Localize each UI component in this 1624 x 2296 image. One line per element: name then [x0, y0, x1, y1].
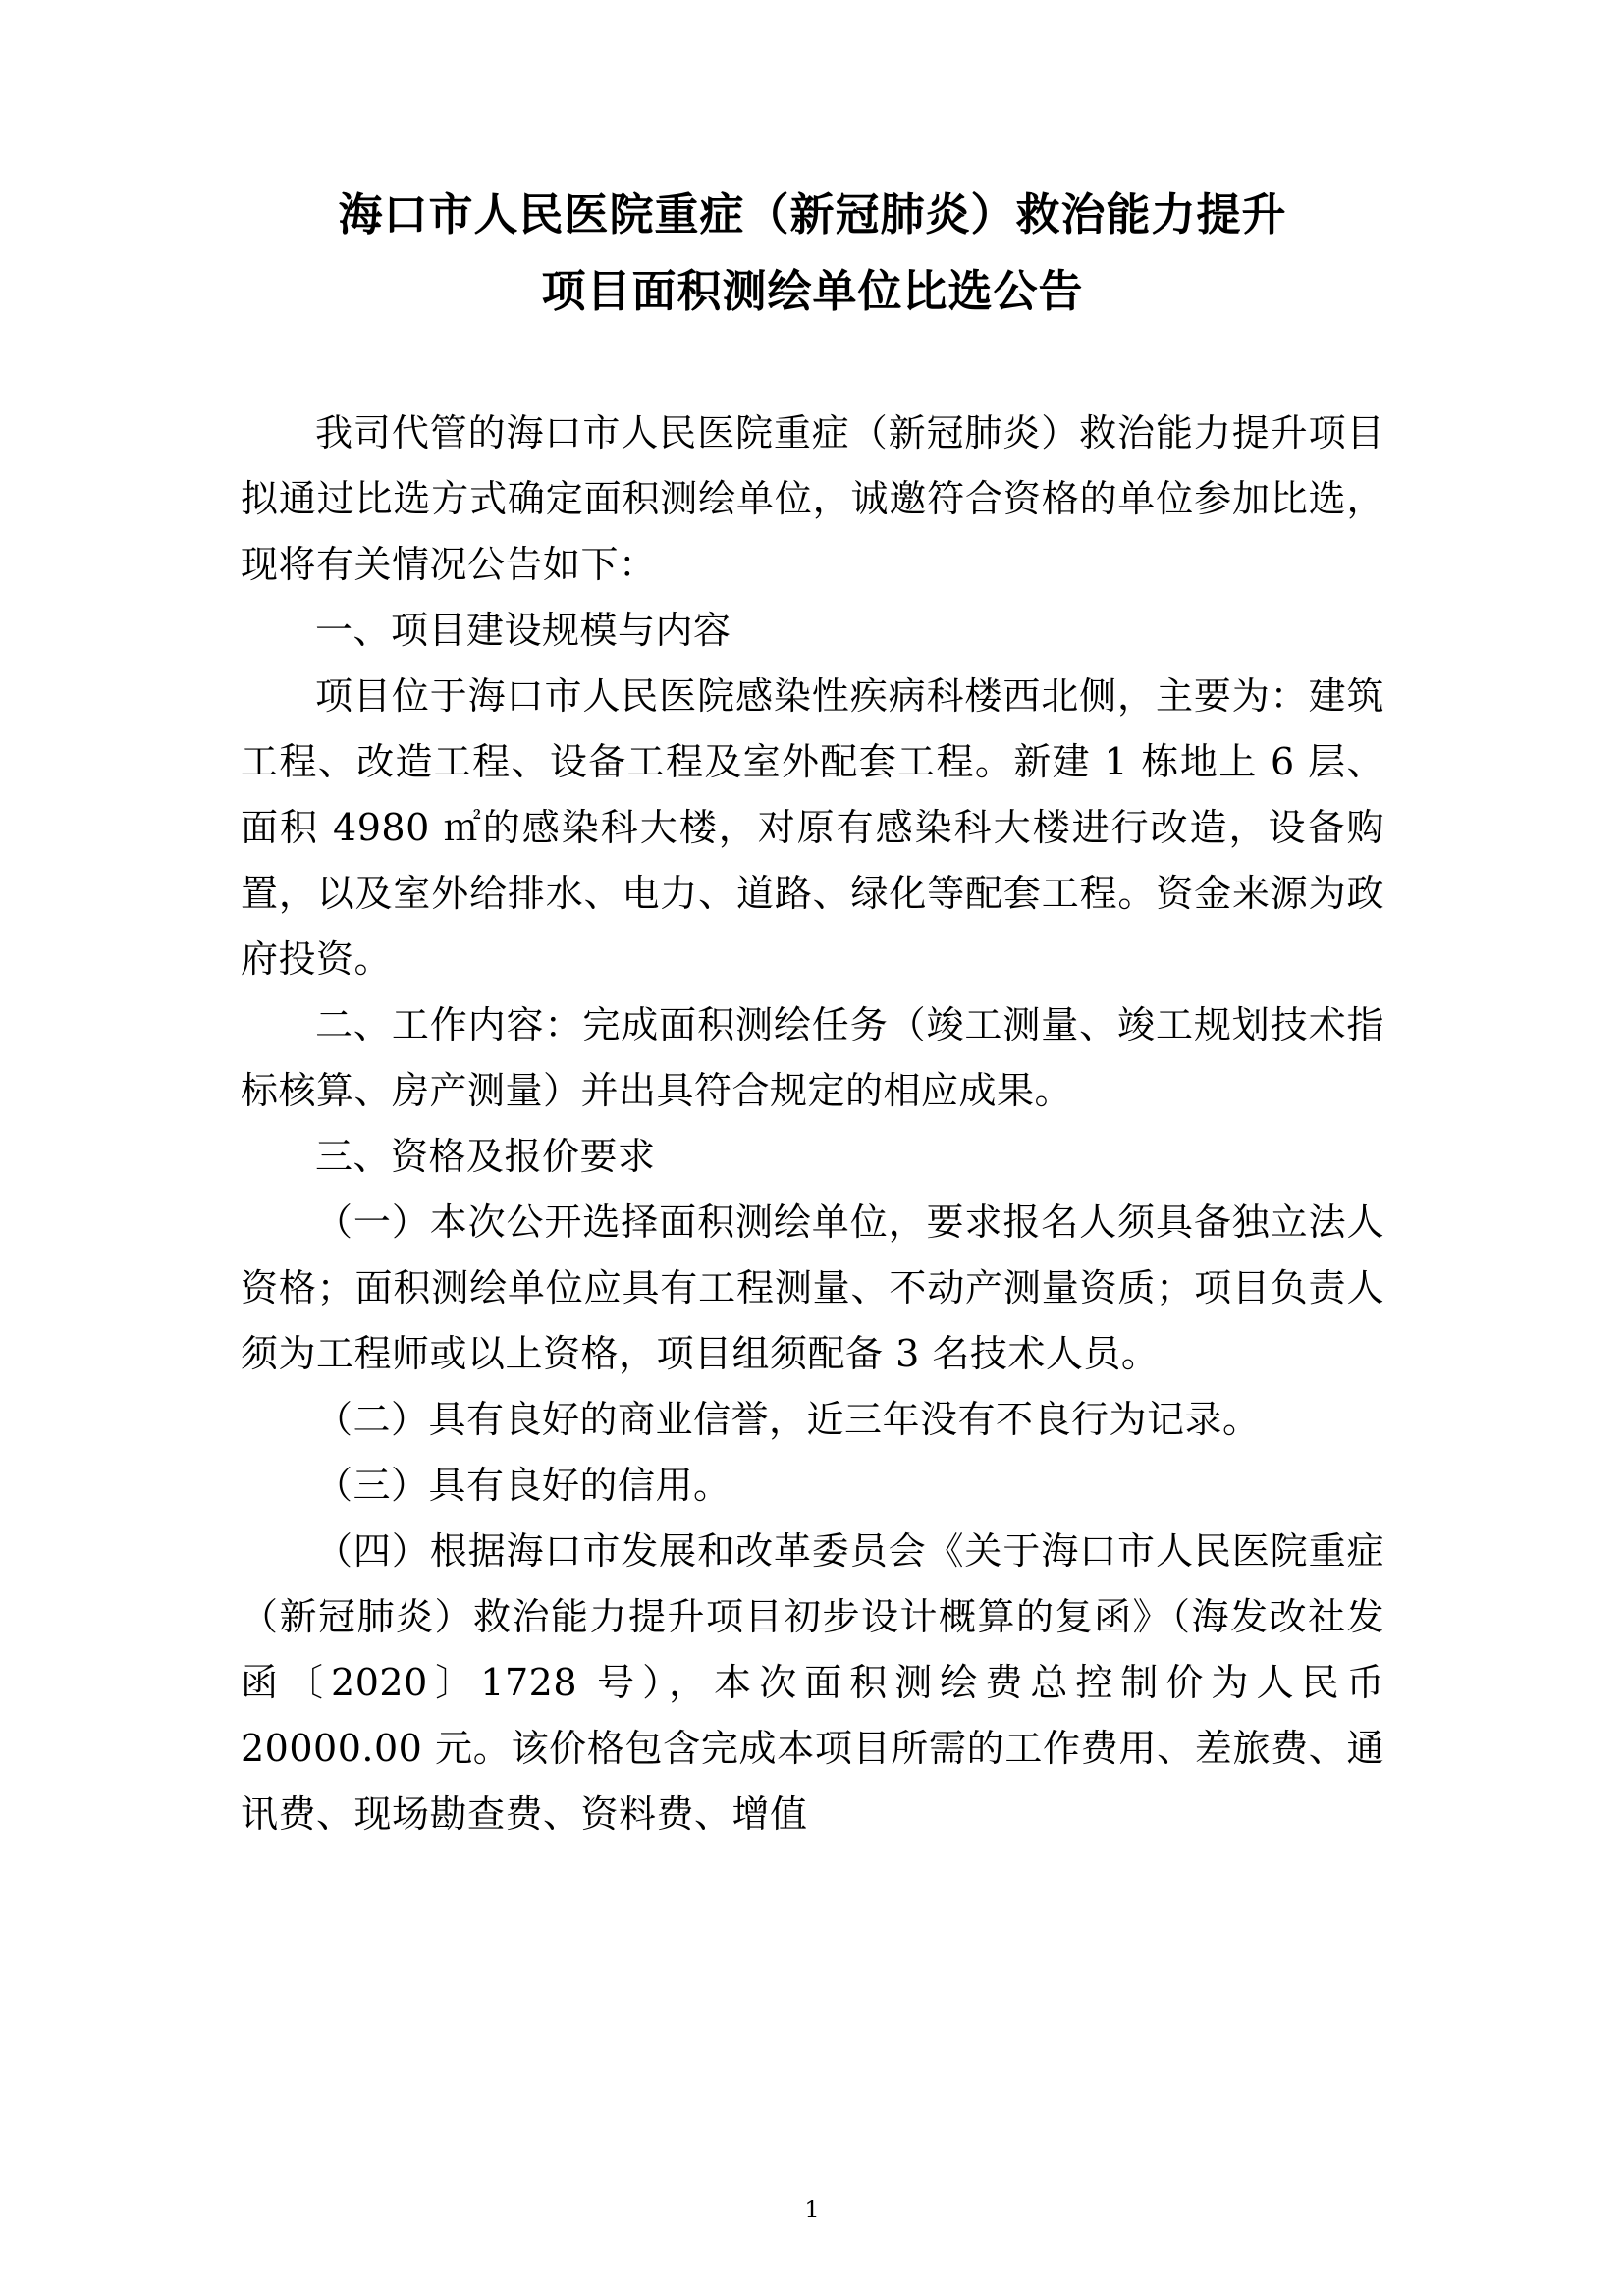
paragraph-item-2: （二）具有良好的商业信誉，近三年没有不良行为记录。 — [315, 1398, 1261, 1441]
paragraph-section-1-heading: 一、项目建设规模与内容 — [315, 609, 731, 652]
paragraph-item-3: （三）具有良好的信用。 — [315, 1464, 731, 1507]
page-number: 1 — [804, 2196, 820, 2223]
paragraph-section-2: 二、工作内容：完成面积测绘任务（竣工测量、竣工规划技术指标核算、房产测量）并出具符合规定的相应成果。 — [241, 1003, 1384, 1112]
document-body — [241, 400, 1384, 1847]
paragraph-section-3-heading: 三、资格及报价要求 — [315, 1135, 656, 1178]
page-title — [241, 177, 1384, 330]
paragraph-item-4: （四）根据海口市发展和改革委员会《关于海口市人民医院重症（新冠肺炎）救治能力提升项目初步设计概算的复函》（海发改社发函〔2020〕1728 号），本次面积测绘费总控制价为人民币 20000.00 元。该价格包含完成本项目所需的工作费用、差旅费、通讯费、现场勘查费、资料费、增值 — [241, 1529, 1384, 1836]
paragraph-section-1-body: 项目位于海口市人民医院感染性疾病科楼西北侧，主要为：建筑工程、改造工程、设备工程及室外配套工程。新建 1 栋地上 6 层、面积 4980 ㎡的感染科大楼，对原有感染科大楼进行改造，设备购置，以及室外给排水、电力、道路、绿化等配套工程。资金来源为政府投资。 — [241, 674, 1384, 981]
paragraph-item-1: （一）本次公开选择面积测绘单位，要求报名人须具备独立法人资格；面积测绘单位应具有工程测量、不动产测量资质；项目负责人须为工程师或以上资格，项目组须配备 3 名技术人员。 — [241, 1201, 1384, 1375]
document-content — [241, 177, 1384, 1847]
paragraph-intro: 我司代管的海口市人民医院重症（新冠肺炎）救治能力提升项目拟通过比选方式确定面积测绘单位，诚邀符合资格的单位参加比选，现将有关情况公告如下： — [241, 411, 1384, 586]
page-title-line-1: 海口市人民医院重症（新冠肺炎）救治能力提升 — [338, 188, 1287, 240]
page-title-line-2: 项目面积测绘单位比选公告 — [541, 265, 1084, 317]
